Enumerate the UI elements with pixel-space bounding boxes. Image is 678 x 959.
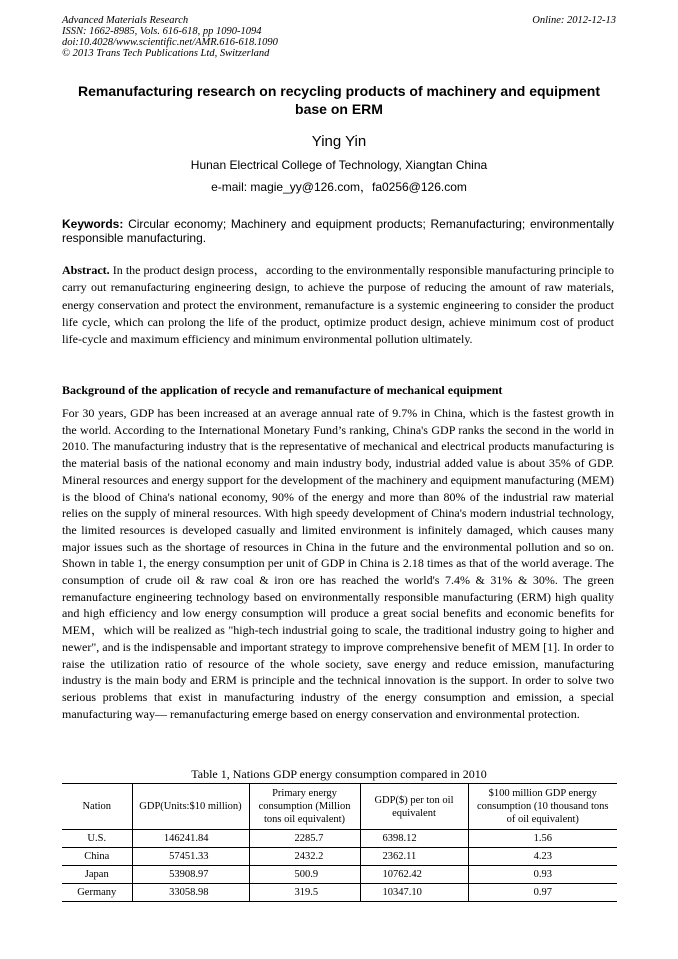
table-cell: Japan xyxy=(62,866,132,884)
table-cell: Germany xyxy=(62,884,132,902)
table-caption: Table 1, Nations GDP energy consumption compared in 2010 xyxy=(191,767,487,781)
data-table xyxy=(62,783,617,902)
table-cell: 4.23 xyxy=(468,848,617,866)
paper-title: Remanufacturing research on recycling products of machinery and equipment base on ERM xyxy=(77,83,600,117)
table-cell: 6398.12 xyxy=(360,830,468,848)
journal-header xyxy=(62,15,616,59)
table-row xyxy=(62,866,617,884)
abstract xyxy=(62,262,614,348)
table-cell: 0.93 xyxy=(468,866,617,884)
abstract-text: In the product design process，according to the environmentally responsible manufacturing principle to carry out remanufacturing engineering design, to achieve the purpose of reducing the amount of raw materials, energy conservation and protect the environment, remanufacture is a systemic engineering to consider the product life cycle, which can prolong the life of the product, optimize product design, achieve minimum cost of product life-cycle and maximum efficiency and minimum environmental pollution ultimately. xyxy=(62,263,614,347)
table-cell: 57451.33 xyxy=(132,848,249,866)
table-row xyxy=(62,884,617,902)
keywords-text: Circular economy; Machinery and equipment products; Remanufacturing; environmentally responsible manufacturing. xyxy=(62,217,614,245)
author-name: Ying Yin xyxy=(311,133,367,150)
table-cell: 319.5 xyxy=(249,884,360,902)
table-cell: U.S. xyxy=(62,830,132,848)
table-header-row xyxy=(62,784,617,830)
column-header: GDP($) per ton oil equivalent xyxy=(360,784,468,830)
online-date: Online: 2012-12-13 xyxy=(532,15,616,26)
section-heading: Background of the application of recycle and remanufacture of mechanical equipment xyxy=(62,383,503,397)
table-cell: 0.97 xyxy=(468,884,617,902)
table-cell: 2432.2 xyxy=(249,848,360,866)
affiliation: Hunan Electrical College of Technology, Xiangtan China xyxy=(190,158,488,172)
copyright-line: © 2013 Trans Tech Publications Ltd, Switzerland xyxy=(62,48,270,59)
keywords-label: Keywords: xyxy=(62,217,124,231)
table-cell: 500.9 xyxy=(249,866,360,884)
table-cell: 53908.97 xyxy=(132,866,249,884)
table-cell: 2362.11 xyxy=(360,848,468,866)
column-header: Primary energy consumption (Million tons oil equivalent) xyxy=(249,784,360,830)
table-cell: 1.56 xyxy=(468,830,617,848)
column-header: GDP(Units:$10 million) xyxy=(132,784,249,830)
doi-line: doi:10.4028/www.scientific.net/AMR.616-618.1090 xyxy=(62,37,278,48)
table-cell: 10347.10 xyxy=(360,884,468,902)
column-header: $100 million GDP energy consumption (10 thousand tons of oil equivalent) xyxy=(468,784,617,830)
journal-name: Advanced Materials Research xyxy=(62,15,189,26)
body-paragraph: For 30 years, GDP has been increased at an average annual rate of 9.7% in China, which is the fastest growth in the world. According to the International Monetary Fund’s ranking, China's GDP ranks the second in the world in 2010. The manufacturing industry that is the representative of mechanical and electrical products manufacturing is the material basis of the national economy and main industry body, industrial added value is about 35% of GDP. Mineral resources and energy support for the development of the machinery and equipment manufacturing (MEM) is the blood of China's national economy, 90% of the energy and more than 80% of the industrial raw material relies on the supply of mineral resources. With high speedy development of China's modern industrial technology, the limited resources is developed casually and limited environment is infinitely damaged, which causes many major issues such as the shortage of resources in China in the future and the environmental pollution and so on. Shown in table 1, the energy consumption per unit of GDP in China is 2.18 times as that of the world average. The consumption of crude oil & raw coal & iron ore has reached the world's 7.4% & 31% & 30%. The green remanufacture engineering technology based on environmentally responsible manufacturing (ERM) high quality and high efficiency and low energy consumption will produce a great social benefits and economic benefits for MEM，which will be realized as "high-tech industrial going to scale, the traditional industry going to higher and newer", and is the indispensable and important strategy to improve comprehensive benefit of MEM [1]. In order to raise the utilization ratio of resource of the whole society, save energy and reduce emission, manufacturing industry is the main body and ERM is principle and the technical innovation is the support. In order to solve two serious problems that exist in manufacturing industry of the energy consumption and emission, a special manufacturing way— remanufacturing emerge based on energy conservation and environmental protection. xyxy=(62,406,614,721)
table-cell: 10762.42 xyxy=(360,866,468,884)
table-row xyxy=(62,848,617,866)
table-cell: China xyxy=(62,848,132,866)
abstract-label: Abstract. xyxy=(62,263,110,277)
table-cell: 2285.7 xyxy=(249,830,360,848)
table-cell: 33058.98 xyxy=(132,884,249,902)
keywords xyxy=(62,217,614,245)
author-email: e-mail: magie_yy@126.com，fa0256@126.com xyxy=(211,180,467,194)
column-header: Nation xyxy=(82,801,112,812)
issn-line: ISSN: 1662-8985, Vols. 616-618, pp 1090-1094 xyxy=(62,26,262,37)
table-row xyxy=(62,830,617,848)
table-cell: 146241.84 xyxy=(132,830,249,848)
